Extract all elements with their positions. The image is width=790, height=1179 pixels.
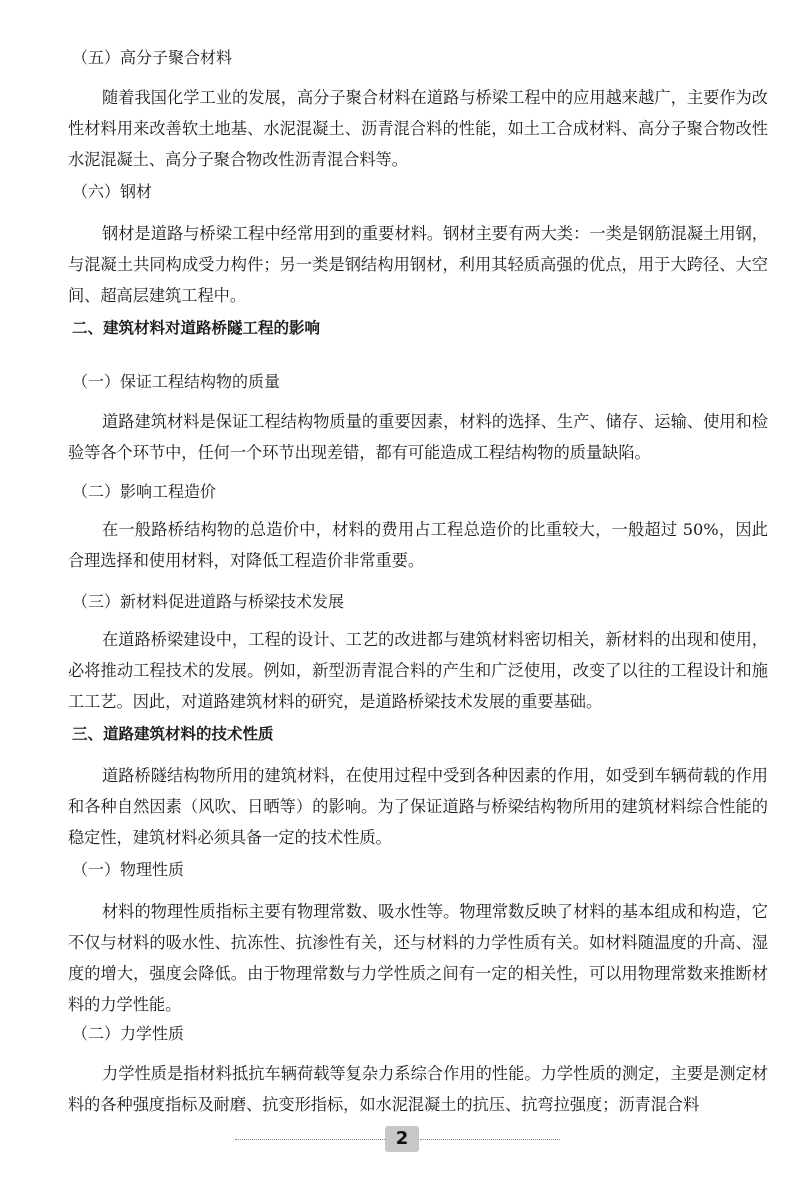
subheading-cost: （二）影响工程造价 (72, 482, 217, 501)
section-heading-technical-properties: 三、道路建筑材料的技术性质 (72, 725, 274, 743)
paragraph-quality: 道路建筑材料是保证工程结构物质量的重要因素，材料的选择、生产、储存、运输、使用和检验等各个环节中，任何一个环节出现差错，都有可能造成工程结构物的质量缺陷。 (68, 412, 768, 462)
paragraph-cost: 在一般路桥结构物的总造价中，材料的费用占工程总造价的比重较大，一般超过 50%，因此合理选择和使用材料，对降低工程造价非常重要。 (68, 520, 768, 570)
section-heading-influence: 二、建筑材料对道路桥隧工程的影响 (72, 319, 321, 337)
subheading-physical-properties: （一）物理性质 (72, 860, 185, 879)
footer-rule-right (420, 1139, 560, 1140)
subheading-mechanical-properties: （二）力学性质 (72, 1024, 185, 1043)
page-footer (0, 1120, 790, 1160)
paragraph-mechanical-properties: 力学性质是指材料抵抗车辆荷载等复杂力系综合作用的性能。力学性质的测定，主要是测定材料的各种强度指标及耐磨、抗变形指标，如水泥混凝土的抗压、抗弯拉强度；沥青混合料 (68, 1064, 768, 1114)
paragraph-steel: 钢材是道路与桥梁工程中经常用到的重要材料。钢材主要有两大类：一类是钢筋混凝土用钢，与混凝土共同构成受力构件；另一类是钢结构用钢材，利用其轻质高强的优点，用于大跨径、大空间、超高层建筑工程中。 (68, 224, 768, 305)
footer-rule-left (235, 1139, 385, 1140)
paragraph-physical-properties: 材料的物理性质指标主要有物理常数、吸水性等。物理常数反映了材料的基本组成和构造，它不仅与材料的吸水性、抗冻性、抗渗性有关，还与材料的力学性质有关。如材料随温度的升高、湿度的增大，强度会降低。由于物理常数与力学性质之间有一定的相关性，可以用物理常数来推断材料的力学性能。 (68, 902, 768, 1014)
subheading-quality: （一）保证工程结构物的质量 (72, 372, 281, 391)
subheading-polymer-materials: （五）高分子聚合材料 (72, 48, 233, 67)
paragraph-technical-properties: 道路桥隧结构物所用的建筑材料，在使用过程中受到各种因素的作用，如受到车辆荷载的作用和各种自然因素（风吹、日晒等）的影响。为了保证道路与桥梁结构物所用的建筑材料综合性能的稳定性，建筑材料必须具备一定的技术性质。 (68, 766, 768, 847)
subheading-new-materials: （三）新材料促进道路与桥梁技术发展 (72, 592, 345, 611)
page-number: 2 (385, 1126, 419, 1152)
paragraph-new-materials: 在道路桥梁建设中，工程的设计、工艺的改进都与建筑材料密切相关，新材料的出现和使用，必将推动工程技术的发展。例如，新型沥青混合料的产生和广泛使用，改变了以往的工程设计和施工工艺。因此，对道路建筑材料的研究，是道路桥梁技术发展的重要基础。 (68, 630, 768, 711)
subheading-steel: （六）钢材 (72, 182, 153, 201)
paragraph-polymer-materials: 随着我国化学工业的发展，高分子聚合材料在道路与桥梁工程中的应用越来越广，主要作为改性材料用来改善软土地基、水泥混凝土、沥青混合料的性能，如土工合成材料、高分子聚合物改性水泥混凝土、高分子聚合物改性沥青混合料等。 (68, 88, 768, 169)
